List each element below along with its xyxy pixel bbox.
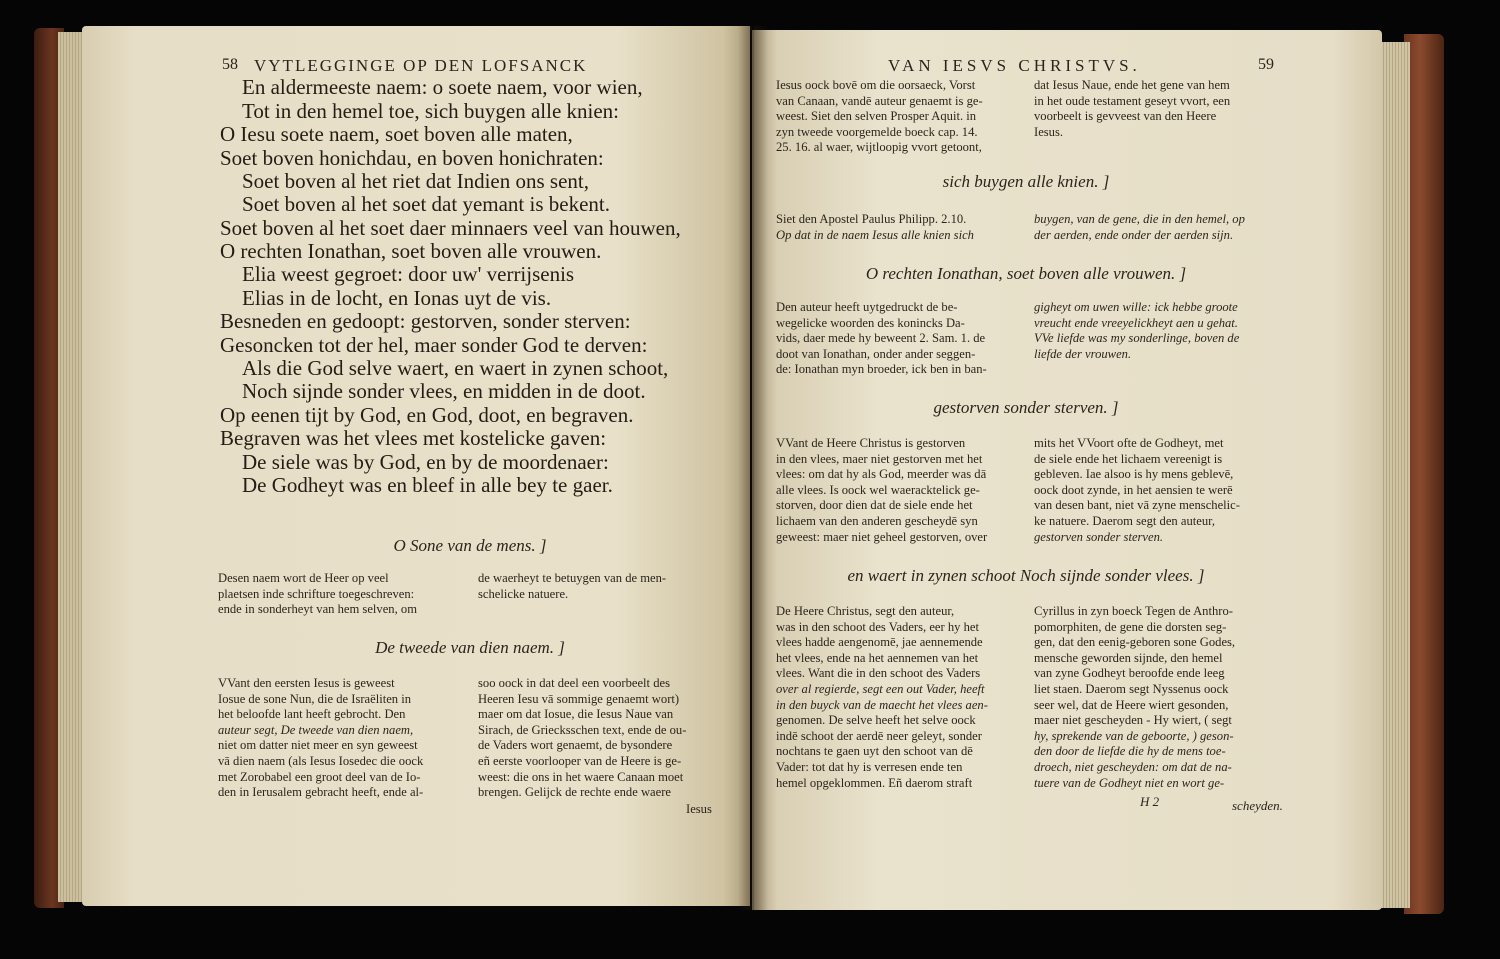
text-line: Sirach, de Griecksschen text, ende de ou- bbox=[478, 722, 687, 737]
running-head: VAN IESVS CHRISTVS. bbox=[888, 56, 1141, 75]
text-line: Op dat in de naem Iesus alle knien sich bbox=[776, 227, 974, 242]
text-line: van desen bant, niet vā zyne menschelic- bbox=[1034, 498, 1240, 513]
text-line: genomen. De selve heeft het selve oock bbox=[776, 713, 976, 728]
text-line: Iesus. bbox=[1034, 124, 1064, 139]
text-line: Cyrillus in zyn boeck Tegen de Anthro- bbox=[1034, 604, 1233, 618]
text-line: liet staen. Daerom segt Nyssenus oock bbox=[1034, 681, 1229, 696]
text-line: mits het VVoort ofte de Godheyt, met bbox=[1034, 436, 1224, 450]
catchword: scheyden. bbox=[1232, 798, 1283, 813]
text-line: gebleven. Iae alsoo is hy mens geblevē, bbox=[1034, 467, 1234, 482]
verse-line: Soet boven honichdau, en boven honichraten: bbox=[220, 146, 604, 170]
commentary-column-right bbox=[478, 571, 730, 602]
text-line: vā dien naem (als Iesus Iosedec die oock bbox=[218, 753, 424, 768]
text-line: in het oude testament geseyt vvort, een bbox=[1034, 93, 1231, 108]
text-line: maer om dat Iosue, die Iesus Naue van bbox=[478, 707, 674, 722]
text-line: maer niet gescheyden - Hy wiert, ( segt bbox=[1034, 713, 1232, 728]
text-line: vlees hadde aengenomē, jae aennemende bbox=[776, 635, 983, 650]
page-number: 58 bbox=[222, 56, 238, 73]
verse-line: Soet boven al het soet dat yemant is bekent. bbox=[242, 192, 610, 216]
commentary-column-right bbox=[1034, 604, 1286, 791]
text-line: vids, daer mede hy beweent 2. Sam. 1. de bbox=[776, 331, 986, 346]
commentary-column-right bbox=[1034, 212, 1286, 243]
text-line: voorbeelt is gevveest van den Heere bbox=[1034, 109, 1217, 124]
text-line: vreucht ende vreeyelickheyt aen u gehat. bbox=[1034, 315, 1238, 330]
text-line: Desen naem wort de Heer op veel bbox=[218, 571, 389, 585]
text-line: in den vlees, maer niet gestorven met het bbox=[776, 451, 983, 466]
left-page bbox=[82, 26, 750, 906]
commentary-heading: sich buygen alle knien. ] bbox=[942, 172, 1110, 191]
text-line: gen, dat den eenig-geboren sone Godes, bbox=[1034, 635, 1236, 650]
commentary-column-left bbox=[776, 300, 1028, 378]
text-line: Iesus oock bovē om die oorsaeck, Vorst bbox=[776, 78, 976, 92]
verse-line: Tot in den hemel toe, sich buygen alle knien: bbox=[242, 99, 620, 123]
text-line: was in den schoot des Vaders, eer hy het bbox=[776, 619, 979, 634]
text-line: de siele ende het lichaem vereenigt is bbox=[1034, 451, 1223, 466]
verse-line: Gesoncken tot der hel, maer sonder God te derven: bbox=[220, 333, 648, 357]
text-line: van zyne Godheyt beroofde ende leeg bbox=[1034, 666, 1225, 681]
verse-line: De Godheyt was en bleef in alle bey te gaer. bbox=[242, 473, 613, 497]
text-line: nochtans te gaen uyt den schoot van dē bbox=[776, 744, 973, 759]
text-line: ende in sonderheyt van hem selven, om bbox=[218, 602, 417, 617]
text-line: het vlees, ende na het aennemen van het bbox=[776, 650, 979, 665]
text-line: vlees. Want die in den schoot des Vaders bbox=[776, 666, 981, 681]
text-line: hy, sprekende van de geboorte, ) geson- bbox=[1034, 728, 1234, 743]
text-line: oock doot zynde, in het aensien te werē bbox=[1034, 482, 1233, 497]
verse-line: Elias in de locht, en Ionas uyt de vis. bbox=[242, 286, 552, 310]
commentary-column-right bbox=[1034, 78, 1286, 140]
page-number: 59 bbox=[1258, 56, 1274, 73]
page-edges-right bbox=[1380, 42, 1410, 908]
verse-line: Op eenen tijt by God, en God, doot, en begraven. bbox=[220, 403, 634, 427]
text-line: doot van Ionathan, onder ander seggen- bbox=[776, 346, 976, 361]
text-line: de Vaders wort genaemt, de bysondere bbox=[478, 738, 673, 753]
text-line: van Canaan, vandē auteur genaemt is ge- bbox=[776, 93, 983, 108]
verse-line: Als die God selve waert, en waert in zynen schoot, bbox=[242, 356, 669, 380]
text-line: der aerden, ende onder der aerden sijn. bbox=[1034, 227, 1234, 242]
catchword: Iesus bbox=[686, 802, 712, 816]
text-line: VVant de Heere Christus is gestorven bbox=[776, 436, 966, 450]
text-line: den in Ierusalem gebracht heeft, ende al- bbox=[218, 785, 424, 800]
verse-line: Begraven was het vlees met kostelicke gaven: bbox=[220, 426, 607, 450]
text-line: soo oock in dat deel een voorbeelt des bbox=[478, 676, 670, 690]
text-line: het beloofde lant heeft gebrocht. Den bbox=[218, 707, 406, 722]
text-line: brengen. Gelijck de rechte ende waere bbox=[478, 785, 671, 800]
text-line: wegelicke woorden des konincks Da- bbox=[776, 315, 965, 330]
text-line: alle vlees. Is oock wel waeracktelick ge- bbox=[776, 482, 980, 497]
text-line: Siet den Apostel Paulus Philipp. 2.10. bbox=[776, 212, 967, 226]
text-line: Heeren Iesu vā sommige genaemt wort) bbox=[478, 691, 680, 706]
text-line: seer wel, dat de Heere wiert gesonden, bbox=[1034, 697, 1229, 712]
commentary-heading: O Sone van de mens. ] bbox=[393, 536, 547, 555]
commentary-column-left bbox=[776, 604, 1028, 791]
verse-line: O rechten Ionathan, soet boven alle vrouwen. bbox=[220, 239, 602, 263]
text-line: over al regierde, segt een out Vader, heeft bbox=[776, 681, 985, 696]
page-edges-left bbox=[58, 32, 84, 902]
text-line: de waerheyt te betuygen van de men- bbox=[478, 571, 667, 585]
text-line: weest: die ons in het waere Canaan moet bbox=[478, 769, 684, 784]
book-gutter bbox=[738, 26, 768, 910]
text-line: VVe liefde was my sonderlinge, boven de bbox=[1034, 331, 1240, 346]
text-line: storven, door dien dat de siele ende het bbox=[776, 498, 973, 513]
text-line: gigheyt om uwen wille: ick hebbe groote bbox=[1034, 300, 1238, 314]
text-line: liefde der vrouwen. bbox=[1034, 346, 1132, 361]
text-line: plaetsen inde schrifture toegeschreven: bbox=[218, 586, 415, 601]
right-page bbox=[752, 30, 1382, 910]
text-line: Vader: tot dat hy is verresen ende ten bbox=[776, 759, 963, 774]
book-cover-right bbox=[1404, 34, 1444, 914]
text-line: pomorphiten, de gene die dorsten seg- bbox=[1034, 619, 1227, 634]
text-line: de: Ionathan myn broeder, ick ben in ban- bbox=[776, 362, 987, 377]
text-line: hemel opgeklommen. Eñ daerom straft bbox=[776, 775, 973, 790]
commentary-heading: De tweede van dien naem. ] bbox=[375, 638, 565, 657]
text-line: auteur segt, De tweede van dien naem, bbox=[218, 722, 414, 737]
commentary-column-right bbox=[1034, 436, 1286, 545]
text-line: den door de liefde die hy de mens toe- bbox=[1034, 744, 1226, 759]
text-line: VVant den eersten Iesus is geweest bbox=[218, 676, 395, 690]
text-line: tuere van de Godheyt niet en wort ge- bbox=[1034, 775, 1225, 790]
verse-line: Noch sijnde sonder vlees, en midden in de doot. bbox=[242, 379, 646, 403]
verse-line: Besneden en gedoopt: gestorven, sonder sterven: bbox=[220, 309, 631, 333]
commentary-column-left bbox=[218, 676, 474, 801]
commentary-column-left bbox=[776, 436, 1028, 545]
commentary-column-left bbox=[776, 212, 1028, 243]
text-line: eñ eerste voorlooper van de Heere is ge- bbox=[478, 753, 682, 768]
text-line: niet om datter niet meer en syn geweest bbox=[218, 738, 418, 753]
signature-mark: H 2 bbox=[1140, 794, 1160, 809]
text-line: gestorven sonder sterven. bbox=[1034, 529, 1164, 544]
commentary-column-left bbox=[218, 571, 470, 618]
text-line: droech, niet gescheyden: om dat de na- bbox=[1034, 759, 1232, 774]
verse-line: Soet boven al het riet dat Indien ons sent, bbox=[242, 169, 590, 193]
running-head: VYTLEGGINGE OP DEN LOFSANCK bbox=[254, 56, 588, 75]
verse-line: En aldermeeste naem: o soete naem, voor wien, bbox=[242, 75, 643, 99]
text-line: geweest: maer niet geheel gestorven, over bbox=[776, 529, 988, 544]
commentary-column-right bbox=[1034, 300, 1286, 362]
text-line: dat Iesus Naue, ende het gene van hem bbox=[1034, 78, 1230, 92]
text-line: vlees: om dat hy als God, meerder was dā bbox=[776, 467, 987, 482]
commentary-heading: O rechten Ionathan, soet boven alle vrouwen. ] bbox=[865, 264, 1187, 283]
verse-line: O Iesu soete naem, soet boven alle maten, bbox=[220, 122, 573, 146]
verse-line: Soet boven al het soet daer minnaers veel van houwen, bbox=[220, 216, 681, 240]
verse-line: De siele was by God, en by de moordenaer: bbox=[242, 450, 609, 474]
text-line: met Zorobabel een groot deel van de Io- bbox=[218, 769, 421, 784]
text-line: Iosue de sone Nun, die de Israëliten in bbox=[218, 691, 412, 706]
text-line: ke natuere. Daerom segt den auteur, bbox=[1034, 513, 1215, 528]
text-line: De Heere Christus, segt den auteur, bbox=[776, 604, 955, 618]
text-line: weest. Siet den selven Prosper Aquit. in bbox=[776, 109, 977, 124]
commentary-column-right bbox=[478, 676, 734, 801]
text-line: lichaem van den anderen gescheydē syn bbox=[776, 513, 978, 528]
commentary-heading: gestorven sonder sterven. ] bbox=[933, 398, 1119, 417]
commentary-column-left bbox=[776, 78, 1028, 156]
text-line: schelicke natuere. bbox=[478, 586, 569, 601]
text-line: in den buyck van de maecht het vlees aen- bbox=[776, 697, 988, 712]
text-line: mensche geworden sijnde, den hemel bbox=[1034, 650, 1223, 665]
text-line: indē schoot der aerdē neer geleyt, sonder bbox=[776, 728, 982, 743]
verse-line: Elia weest gegroet: door uw' verrijsenis bbox=[242, 262, 575, 286]
text-line: 25. 16. al waer, wijtloopig vvort getoont, bbox=[776, 140, 982, 155]
text-line: zyn tweede voorgemelde boeck cap. 14. bbox=[776, 124, 978, 139]
text-line: buygen, van de gene, die in den hemel, op bbox=[1034, 212, 1245, 226]
text-line: Den auteur heeft uytgedruckt de be- bbox=[776, 300, 958, 314]
commentary-heading: en waert in zynen schoot Noch sijnde sonder vlees. ] bbox=[847, 566, 1205, 585]
